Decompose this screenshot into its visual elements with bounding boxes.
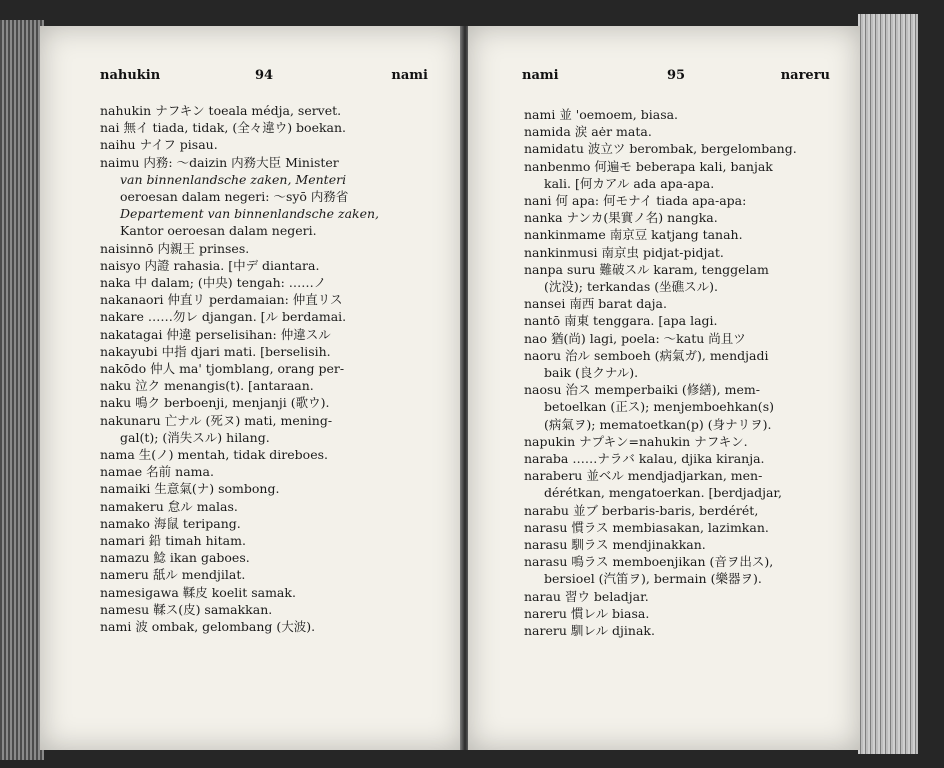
entry-line: namae 名前 nama. xyxy=(100,464,214,480)
entry-line: nakunaru 亡ナル (死ヌ) mati, mening- xyxy=(100,412,333,428)
entry-line: naku 泣ク menangis(t). [antaraan. xyxy=(100,378,314,394)
right-book-edge xyxy=(858,14,918,754)
entry-line: namaiki 生意氣(ナ) sombong. xyxy=(100,481,280,497)
entry-line: nama 生(ノ) mentah, tidak direboes. xyxy=(100,447,328,463)
entry-line: nareru 馴レル djinak. xyxy=(524,623,655,639)
entry-line: baik (良クナル). xyxy=(544,365,639,381)
entry-line: gal(t); (消失スル) hilang. xyxy=(120,429,270,445)
entry-line: naoru 治ル semboeh (病氣ガ), mendjadi xyxy=(524,347,769,363)
entry-line: namida 涙 aėr mata. xyxy=(524,124,652,140)
entry-line: namidatu 波立ツ berombak, bergelombang. xyxy=(524,141,797,157)
left-page xyxy=(40,26,464,750)
entry-line: nanbenmo 何遍モ beberapa kali, banjak xyxy=(524,158,773,174)
entry-line: naisinnō 内親王 prinses. xyxy=(100,240,250,256)
right-entries xyxy=(524,106,848,639)
entry-line: nahukin ナフキン toeala médja, servet. xyxy=(100,103,342,118)
entry-line: namazu 鯰 ikan gaboes. xyxy=(100,550,250,566)
entry-line: naimu 内務: ～daizin 内務大臣 Minister xyxy=(100,154,339,170)
entry-line: namako 海鼠 teripang. xyxy=(100,515,241,531)
right-header-guide-word: nami xyxy=(522,68,559,83)
entry-line: narabu 並ブ berbaris-baris, berdérét, xyxy=(524,502,759,518)
entry-line: nani 何 apa: 何モナイ tiada apa-apa: xyxy=(524,193,747,209)
entry-line: narasu 馴ラス mendjinakkan. xyxy=(524,537,706,553)
right-header-end-word: nareru xyxy=(780,68,830,83)
entry-line: oeroesan dalam negeri: ～syō 内務省 xyxy=(120,189,349,205)
entry-line: Departement van binnenlandsche zaken, xyxy=(120,206,380,222)
entry-line: naisyo 内證 rahasia. [中デ diantara. xyxy=(100,257,320,273)
entry-line: naku 鳴ク berboenji, menjanji (歌ウ). xyxy=(100,395,330,411)
entry-line: nakayubi 中指 djari mati. [berselisih. xyxy=(100,343,331,359)
entry-line: bersioel (汽笛ヲ), bermain (樂器ヲ). xyxy=(544,571,762,587)
entry-line: (沈没); terkandas (坐礁スル). xyxy=(544,279,718,295)
entry-line: naka 中 dalam; (中央) tengah: ……ノ xyxy=(100,275,327,291)
right-page xyxy=(468,26,860,750)
entry-line: naihu ナイフ pisau. xyxy=(100,137,218,153)
entry-line: nanka ナンカ(果實ノ名) nangka. xyxy=(524,210,718,226)
entry-line: (病氣ヲ); mematoetkan(p) (身ナリヲ). xyxy=(544,416,772,432)
entry-line: nakatagai 仲違 perselisihan: 仲違スル xyxy=(100,326,331,342)
entry-line: nantō 南東 tenggara. [apa lagi. xyxy=(524,313,718,329)
left-book-edge xyxy=(0,20,44,760)
entry-line: naosu 治ス memperbaiki (修繕), mem- xyxy=(524,382,760,398)
left-entries xyxy=(100,102,446,635)
entry-line: kali. [何カアル ada apa-apa. xyxy=(544,175,715,191)
entry-line: nanpa suru 難破スル karam, tenggelam xyxy=(524,261,769,277)
entry-line: narau 習ウ beladjar. xyxy=(524,588,649,604)
left-page-number: 94 xyxy=(254,68,274,83)
entry-line: narasu 慣ラス membiasakan, lazimkan. xyxy=(524,519,769,535)
left-header-end-word: nami xyxy=(391,68,428,83)
entry-line: van binnenlandsche zaken, Menteri xyxy=(120,171,347,187)
entry-line: nansei 南西 barat daja. xyxy=(524,296,667,312)
entry-line: nakanaori 仲直リ perdamaian: 仲直リス xyxy=(100,292,343,308)
entry-line: namesigawa 鞣皮 koelit samak. xyxy=(100,584,296,600)
entry-line: nami 波 ombak, gelombang (大波). xyxy=(100,619,316,635)
entry-line: namari 鉛 timah hitam. xyxy=(100,533,246,549)
entry-line: nankinmusi 南京虫 pidjat-pidjat. xyxy=(524,244,724,260)
entry-line: nakare ……勿レ djangan. [ル berdamai. xyxy=(100,309,347,325)
entry-line: nankinmame 南京豆 katjang tanah. xyxy=(524,227,743,243)
entry-line: nami 並 'oemoem, biasa. xyxy=(524,107,679,122)
right-page-number: 95 xyxy=(666,68,686,83)
entry-line: namakeru 怠ル malas. xyxy=(100,498,238,514)
entry-line: nao 猶(尚) lagi, poela: ～katu 尚且ツ xyxy=(524,330,746,346)
entry-line: Kantor oeroesan dalam negeri. xyxy=(120,223,317,239)
entry-line: nameru 舐ル mendjilat. xyxy=(100,567,246,583)
entry-line: naraba ……ナラバ kalau, djika kiranja. xyxy=(524,451,765,467)
left-header-guide-word: nahukin xyxy=(100,68,161,83)
entry-line: betoelkan (正ス); menjemboehkan(s) xyxy=(544,399,774,415)
entry-line: dérétkan, mengatoerkan. [berdjadjar, xyxy=(544,485,783,501)
entry-line: nareru 慣レル biasa. xyxy=(524,605,650,621)
entry-line: napukin ナプキン=nahukin ナフキン. xyxy=(524,433,748,449)
entry-line: namesu 鞣ス(皮) samakkan. xyxy=(100,601,273,617)
entry-line: nai 無イ tiada, tidak, (全々違ウ) boekan. xyxy=(100,120,347,136)
entry-line: naraberu 並ベル mendjadjarkan, men- xyxy=(524,468,763,484)
entry-line: narasu 鳴ラス memboenjikan (音ヲ出ス), xyxy=(524,554,774,570)
entry-line: nakōdo 仲人 ma' tjomblang, orang per- xyxy=(100,361,345,377)
